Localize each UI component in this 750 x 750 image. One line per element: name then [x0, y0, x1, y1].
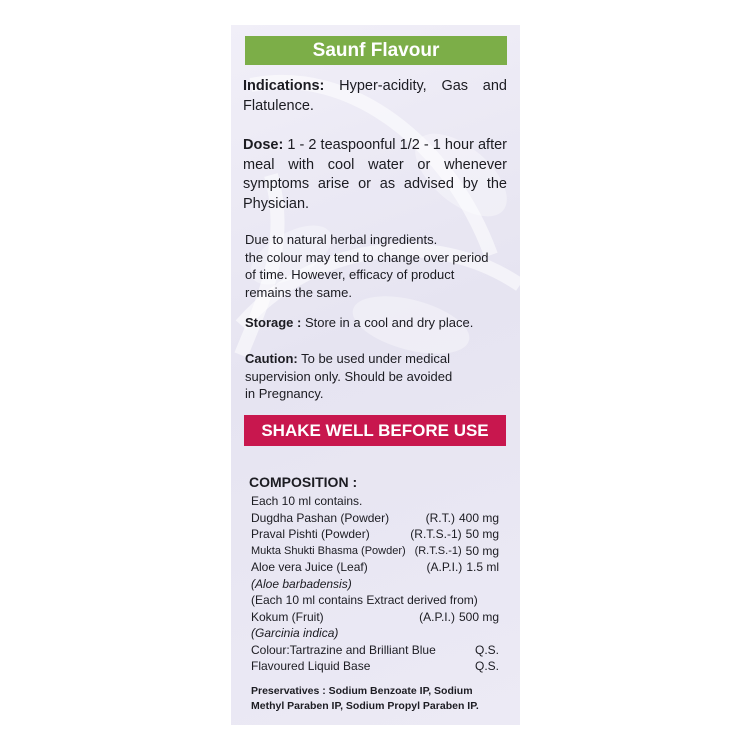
storage-label: Storage :: [245, 315, 302, 330]
shake-banner: SHAKE WELL BEFORE USE: [244, 415, 506, 446]
ingredient-qty: Q.S.: [474, 642, 499, 657]
caution-line: supervision only. Should be avoided: [245, 368, 453, 384]
dose-text: 1 - 2 teaspoonful 1/2 - 1 hour after meal with cool water or whenever symptoms arise or as advised by the Physician.: [243, 137, 507, 212]
ingredient-name: Praval Pishti (Powder): [251, 527, 370, 541]
composition-row: [251, 559, 499, 576]
ingredient-ref: (R.T.): [425, 510, 455, 525]
natural-note-line: the colour may tend to change over period: [245, 249, 489, 265]
ingredient-name: Flavoured Liquid Base: [251, 659, 371, 673]
ingredient-qty: Q.S.: [474, 659, 499, 673]
kokum-latin-name: (Garcinia indica): [251, 626, 339, 640]
ingredient-qty: 50 mg: [465, 527, 499, 541]
caution-line: To be used under medical: [297, 351, 450, 366]
natural-note-line: remains the same.: [245, 284, 352, 300]
preservatives-line: Methyl Paraben IP, Sodium Propyl Paraben IP.: [251, 699, 479, 712]
extract-note: (Each 10 ml contains Extract derived from): [251, 593, 478, 607]
composition-row: [251, 510, 499, 527]
ingredient-ref: (A.P.I.): [419, 609, 455, 624]
storage-paragraph: [245, 314, 509, 332]
indications-paragraph: [243, 77, 507, 116]
storage-text: Store in a cool and dry place.: [301, 315, 474, 330]
flavour-banner: Saunf Flavour: [245, 36, 507, 65]
indications-label: Indications:: [243, 78, 325, 94]
natural-note-line: of time. However, efficacy of product: [245, 267, 455, 282]
natural-note-line: Due to natural herbal ingredients.: [245, 232, 438, 247]
composition-row: [251, 526, 499, 543]
ingredient-name: Colour:Tartrazine and Brilliant Blue: [251, 642, 436, 657]
ingredient-ref: (R.T.S.-1): [414, 544, 462, 557]
caution-paragraph: [245, 350, 509, 403]
composition-row: [251, 609, 499, 626]
preservatives-line: Preservatives : Sodium Benzoate IP, Sodium: [251, 685, 473, 697]
ingredient-qty: 400 mg: [458, 510, 499, 525]
ingredient-qty: 1.5 ml: [466, 560, 499, 574]
indications-text: Hyper-acidity, Gas and Flatulence.: [243, 78, 507, 114]
composition-row: [251, 642, 499, 659]
composition-row: [251, 658, 499, 675]
preservatives-note: [251, 684, 507, 713]
composition-row: [251, 543, 499, 560]
ingredient-name: Mukta Shukti Bhasma (Powder): [251, 544, 406, 557]
composition-title: COMPOSITION :: [249, 474, 358, 490]
ingredient-ref: (R.T.S.-1): [410, 527, 462, 541]
label-panel: [231, 25, 520, 725]
dose-label: Dose:: [243, 137, 284, 153]
natural-note: [245, 231, 509, 301]
aloe-latin-name: (Aloe barbadensis): [251, 576, 352, 591]
composition-intro: Each 10 ml contains.: [251, 494, 363, 508]
ingredient-qty: 500 mg: [458, 609, 499, 624]
ingredient-name: Aloe vera Juice (Leaf): [251, 560, 368, 574]
ingredient-name: Dugdha Pashan (Powder): [251, 510, 390, 525]
caution-line: in Pregnancy.: [245, 386, 324, 401]
ingredient-qty: 50 mg: [465, 543, 499, 558]
ingredient-ref: (A.P.I.): [426, 560, 463, 574]
dose-paragraph: [243, 136, 507, 214]
ingredient-name: Kokum (Fruit): [251, 609, 324, 624]
composition-list: [251, 493, 499, 675]
caution-label: Caution:: [245, 351, 298, 366]
